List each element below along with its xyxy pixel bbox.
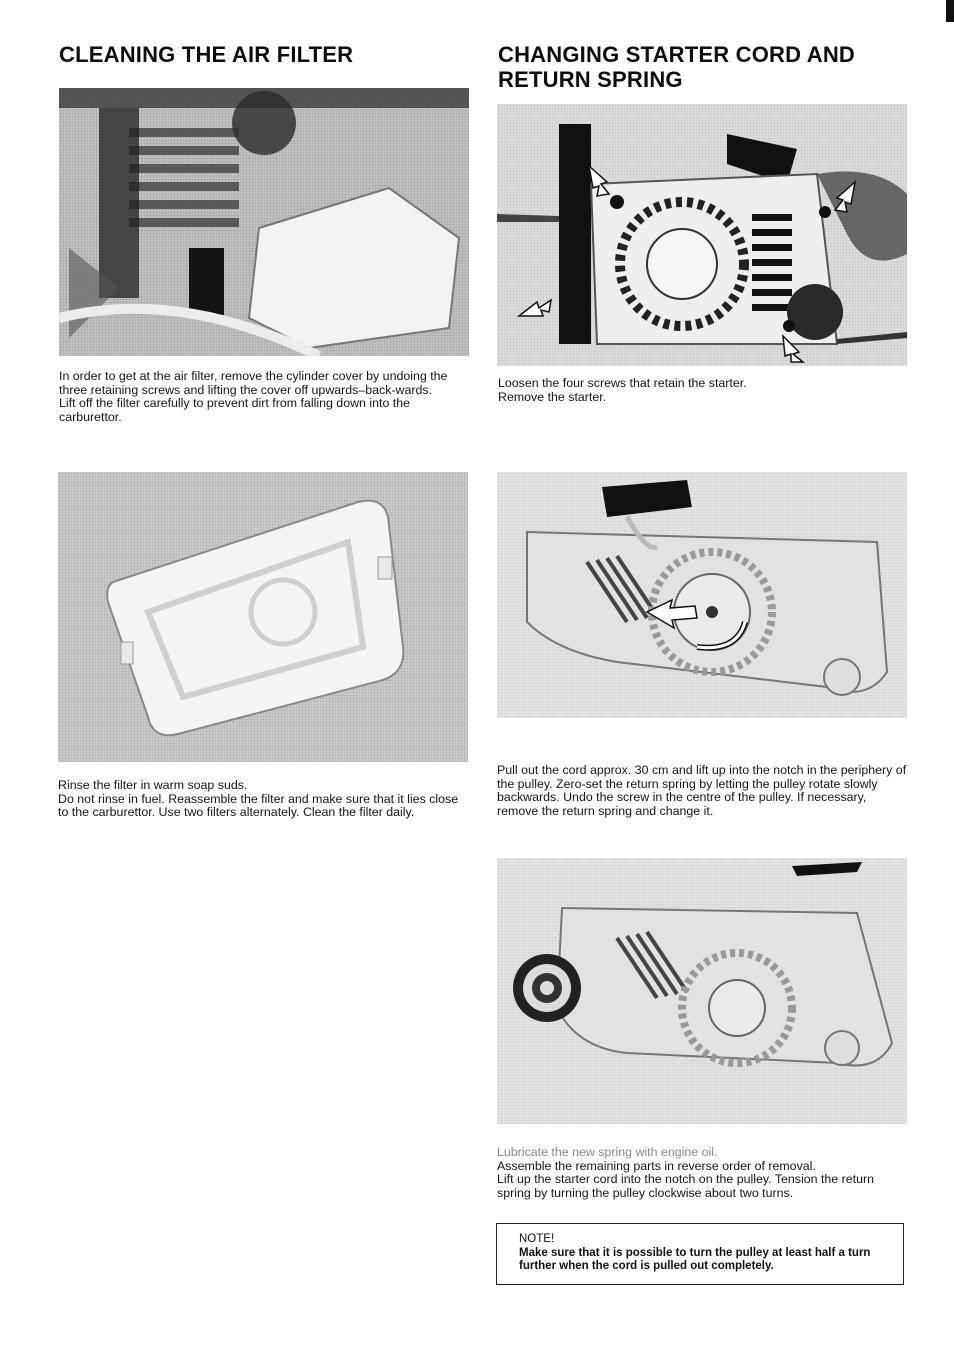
text-air-filter-access [59,370,471,424]
note-body: Make sure that it is possible to turn the pulley at least half a turn further when the cord is pulled out completely. [519,1247,871,1272]
photo-cylinder-and-air-filter [59,88,469,356]
text-reassemble [497,1146,907,1200]
page-edge-marker [946,0,954,22]
text-line: In order to get at the air filter, remove the cylinder cover by undoing the three retaining screws and lifting the cover off upwards–back-wards. [59,369,448,397]
text-line: Lift up the starter cord into the notch on the pulley. Tension the return spring by turning the pulley clockwise about two turns. [497,1172,874,1200]
text-line: Assemble the remaining parts in reverse order of removal. [497,1158,816,1173]
text-zero-set-spring [497,764,907,818]
photo-air-filter [58,472,468,762]
heading-cleaning-air-filter: CLEANING THE AIR FILTER [59,42,354,67]
text-line: Lift off the filter carefully to prevent dirt from falling down into the carburettor. [59,396,411,424]
text-line: Loosen the four screws that retain the starter. [498,376,747,390]
note-title: NOTE! [519,1233,555,1245]
text-line-faded: Lubricate the new spring with engine oil. [497,1145,718,1159]
text-line: Do not rinse in fuel. Reassemble the filter and make sure that it lies close to the carburettor. Use two filters alternately. Clean the filter daily. [58,791,459,820]
text-loosen-screws [498,377,908,404]
text-line: Rinse the filter in warm soap suds. [58,778,248,792]
photo-starter-screws [497,104,907,366]
photo-starter-pulley-notch [497,472,907,718]
text-line: Remove the starter. [498,389,607,404]
text-line: Pull out the cord approx. 30 cm and lift up into the notch in the periphery of the pulley. Zero-set the return spring by letting the pulley rotate slowly backwards. Undo the screw in the centre of the pulley. If necessary, remove the return spring and change it. [497,763,907,818]
note-box [496,1223,904,1285]
heading-changing-starter-cord: CHANGING STARTER CORD AND RETURN SPRING [498,42,855,92]
text-rinse-filter [58,779,470,820]
photo-return-spring-removed [497,858,907,1124]
